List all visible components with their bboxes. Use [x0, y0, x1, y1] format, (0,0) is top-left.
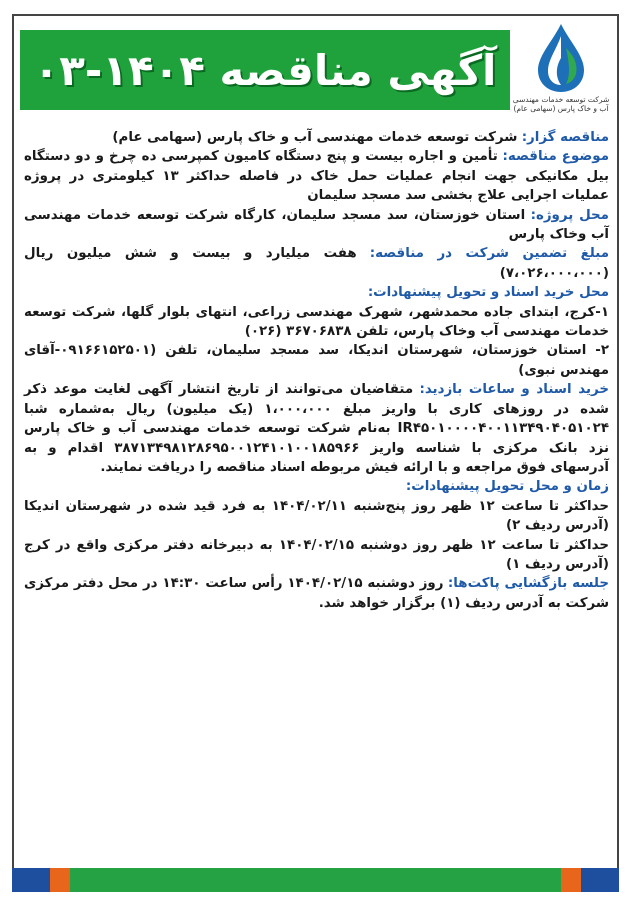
footer-bar-orange-left	[50, 868, 70, 892]
documents-place-item-2	[24, 341, 609, 380]
documents-place-heading	[24, 283, 609, 302]
page-title: آگهی مناقصه ۱۴۰۴-۰۳	[33, 45, 497, 95]
tender-holder-label: مناقصه گزار:	[521, 130, 609, 145]
opening-text: روز دوشنبه ۱۴۰۴/۰۲/۱۵ رأس ساعت ۱۴:۳۰ در محل دفتر مرکزی شرکت به آدرس ردیف (۱) برگزار خواهد شد.	[24, 576, 609, 611]
footer-bar-orange	[561, 868, 581, 892]
purchase-label: خرید اسناد و ساعات بازدید:	[419, 382, 609, 398]
delivery-item-2	[24, 536, 609, 575]
tender-holder-text: شرکت توسعه خدمات مهندسی آب و خاک پارس (سهامی عام)	[112, 130, 518, 145]
guarantee-label: مبلغ تضمین شرکت در مناقصه:	[369, 246, 610, 262]
water-drop-leaf-icon	[530, 22, 592, 94]
location-text: استان خوزستان، سد مسجد سلیمان، کارگاه شرکت توسعه خدمات مهندسی آب وخاک پارس	[24, 207, 609, 243]
footer-bar-blue-left	[12, 868, 50, 892]
subject-label: موضوع مناقصه:	[502, 149, 609, 165]
title-band	[20, 30, 510, 110]
opening-section	[24, 574, 609, 613]
documents-place-item-1-text: ۱-کرج، ابتدای جاده محمدشهر، شهرک مهندسی زراعی، انتهای بلوار گلها، شرکت توسعه خدمات مهندسی آب وخاک پارس، تلفن ۳۶۷۰۶۸۳۸ (۰۲۶)	[24, 304, 609, 340]
tender-holder-section	[24, 128, 609, 147]
company-logo	[511, 22, 611, 122]
location-label: محل پروژه:	[530, 207, 609, 223]
guarantee-section	[24, 244, 609, 283]
delivery-item-2-text: حداکثر تا ساعت ۱۲ ظهر روز دوشنبه ۱۴۰۴/۰۲/۱۵ به دبیرخانه دفتر مرکزی واقع در کرج (آدرس ردیف ۱)	[24, 537, 609, 572]
documents-place-item-1	[24, 303, 609, 342]
guarantee-text: هفت میلیارد و بیست و شش میلیون ریال (۷،۰۲۶،۰۰۰،۰۰۰)	[24, 246, 609, 281]
footer-bar-blue	[581, 868, 619, 892]
header	[14, 16, 617, 124]
subject-section	[24, 147, 609, 205]
documents-place-item-2-text: ۲- استان خوزستان، شهرستان اندیکا، سد مسجد سلیمان، تلفن (۰۹۱۶۶۱۵۲۵۰۱-آقای مهندس نبوی)	[24, 343, 609, 378]
delivery-heading	[24, 477, 609, 496]
purchase-section	[24, 380, 609, 477]
purchase-text: متقاضیان می‌توانند از تاریخ انتشار آگهی لغایت موعد ذکر شده در روزهای کاری با واریز مبلغ ۱،۰۰۰،۰۰۰ (یک میلیون) ریال به‌شماره شبا IR۴۵۰۱۰۰۰۰۴۰۰۱۱۳۴۹۰۴۰۵۱۰۲۴ به‌نام شرکت توسعه خدمات مهندسی آب و خاک پارس نزد بانک مرکزی با شناسه واریز ۳۸۷۱۳۴۹۸۱۲۸۶۹۵۰۰۱۲۴۱۰۱۰۰۱۸۵۹۶۶ اقدام و به آدرسهای فوق مراجعه و با ارائه فیش مربوطه اسناد مناقصه را دریافت نمایند.	[24, 382, 609, 475]
delivery-label: زمان و محل تحویل پیشنهادات:	[405, 479, 609, 495]
delivery-item-1	[24, 497, 609, 536]
logo-caption: شرکت توسعه خدمات مهندسی آب و خاک پارس (سهامی عام)	[512, 95, 610, 113]
documents-place-label: محل خرید اسناد و تحویل پیشنهادات:	[367, 285, 609, 301]
notice-frame	[12, 14, 619, 891]
delivery-item-1-text: حداکثر تا ساعت ۱۲ ظهر روز پنج‌شنبه ۱۴۰۴/۰۲/۱۱ به فرد قید شده در شهرستان اندیکا (آدرس ردیف ۲)	[24, 498, 609, 534]
footer-color-bar	[12, 868, 619, 892]
notice-body	[24, 128, 609, 613]
footer-bar-green	[70, 868, 561, 892]
opening-label: جلسه بازگشایی پاکت‌ها:	[447, 576, 609, 592]
location-section	[24, 206, 609, 245]
subject-text: تأمین و اجاره بیست و پنج دستگاه کامیون کمپرسی ده چرخ و دو دستگاه بیل مکانیکی جهت انجام عملیات حمل خاک در فاصله حداکثر ۱۳ کیلومتری در پروژه عملیات اجرایی علاج بخشی سد مسجد سلیمان	[24, 149, 609, 204]
